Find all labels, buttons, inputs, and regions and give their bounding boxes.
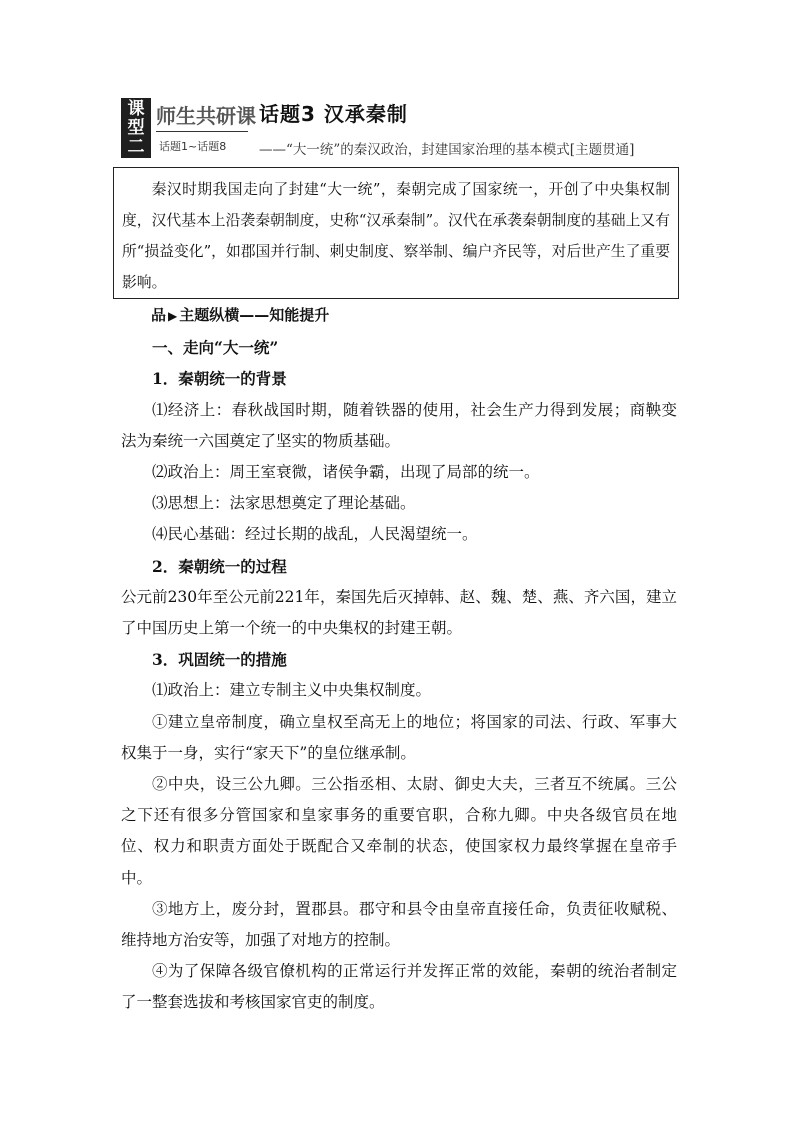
badge-char: 课 — [127, 98, 145, 119]
section-heading — [151, 300, 677, 332]
paragraph: ⑴政治上：建立专制主义中央集权制度。 — [152, 681, 432, 700]
header-divider — [156, 131, 248, 132]
section-title: 主题纵横——知能提升 — [179, 306, 330, 324]
topic-theme: ——“大一统”的秦汉政治，封建国家治理的基本模式[主题贯通] — [259, 142, 635, 158]
subheading-measures: 3．巩固统一的措施 — [152, 650, 287, 670]
topic-title: 话题3 汉承秦制 — [259, 102, 408, 126]
subheading-background: 1．秦朝统一的背景 — [152, 369, 287, 389]
lesson-header — [121, 98, 681, 160]
subheading-process: 2．秦朝统一的过程 — [152, 556, 287, 576]
lesson-subtitle-block — [156, 100, 256, 129]
paragraph: ⑵政治上：周王室衰微，诸侯争霸，出现了局部的统一。 — [152, 463, 540, 482]
paragraph: ④为了保障各级官僚机构的正常运行并发挥正常的效能，秦朝的统治者制定了一整套选拔和考核国家官吏的制度。 — [121, 962, 677, 1012]
paragraph: ⑶思想上：法家思想奠定了理论基础。 — [152, 494, 416, 513]
intro-box — [113, 167, 679, 299]
paragraph: ②中央，设三公九卿。三公指丞相、太尉、御史大夫，三者互不统属。三公之下还有很多分管国家和皇家事务的重要官职，合称九卿。中央各级官员在地位、权力和职责方面处于既配合又牵制的状态，使国家权力最终掌握在皇帝手中。 — [121, 775, 677, 887]
badge-char: 型 — [127, 117, 145, 138]
paragraph: ⑷民心基础：经过长期的战乱，人民渴望统一。 — [152, 525, 478, 544]
intro-text: 秦汉时期我国走向了封建“大一统”，秦朝完成了国家统一，开创了中央集权制度，汉代基本上沿袭秦朝制度，史称“汉承秦制”。汉代在承袭秦朝制度的基础上又有所“损益变化”，如郡国并行制、刺史制度、察举制、编户齐民等，对后世产生了重要影响。 — [122, 181, 670, 291]
lesson-subtitle: 师生共研课 — [156, 104, 256, 128]
paragraph: ⑴经济上：春秋战国时期，随着铁器的使用，社会生产力得到发展；商鞅变法为秦统一六国奠定了坚实的物质基础。 — [121, 400, 677, 450]
main-content — [121, 300, 677, 1019]
section-prefix: 品 — [151, 306, 167, 324]
triangle-arrow-icon: ▶ — [168, 309, 178, 323]
paragraph: ①建立皇帝制度，确立皇权至高无上的地位；将国家的司法、行政、军事大权集于一身，实行“家天下”的皇位继承制。 — [121, 712, 677, 762]
paragraph: 公元前230年至公元前221年，秦国先后灭掉韩、赵、魏、楚、燕、齐六国，建立了中国历史上第一个统一的中央集权的封建王朝。 — [121, 587, 677, 638]
heading-1: 一、走向“大一统” — [152, 338, 279, 358]
paragraph: ③地方上，废分封，置郡县。郡守和县令由皇帝直接任命，负责征收赋税、维持地方治安等，加强了对地方的控制。 — [121, 899, 677, 950]
topic-range: 话题1~话题8 — [159, 140, 227, 153]
lesson-type-badge — [121, 98, 151, 158]
badge-char: 二 — [127, 136, 145, 157]
